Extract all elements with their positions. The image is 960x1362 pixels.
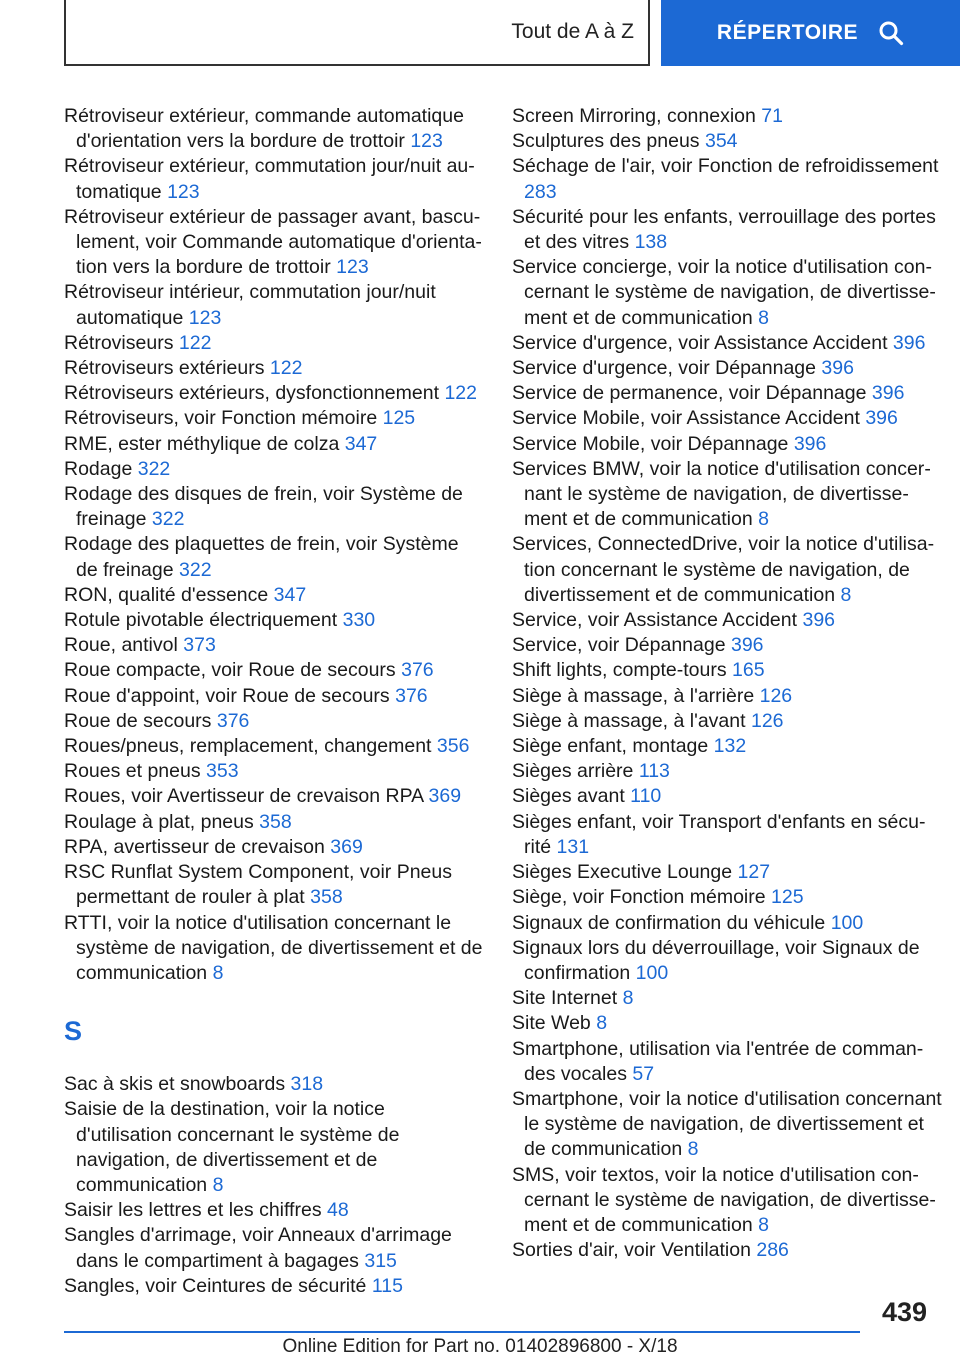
- index-page-link[interactable]: 100: [830, 911, 864, 934]
- index-list-r: [64, 104, 484, 986]
- index-entry: [64, 457, 484, 482]
- index-page-link[interactable]: 376: [216, 709, 250, 732]
- index-entry: [512, 1037, 942, 1087]
- index-entry: [64, 759, 484, 784]
- section-letter: S: [64, 1016, 83, 1047]
- index-entry-text: Screen Mirroring, connexion: [512, 105, 756, 127]
- index-page-link[interactable]: 315: [364, 1249, 397, 1272]
- index-entry: [512, 1163, 942, 1239]
- index-entry-text: Roues, voir Avertisseur de crevaison RPA: [64, 785, 424, 808]
- index-entry: [64, 810, 484, 835]
- index-entry-text: Rétroviseurs extérieurs, dysfonctionnement: [64, 382, 440, 405]
- index-page-link[interactable]: 369: [330, 835, 363, 858]
- index-entry-text: Shift lights, compte-tours: [512, 659, 727, 682]
- index-page-link[interactable]: 123: [410, 130, 443, 153]
- index-entry: [512, 684, 942, 709]
- index-entry-text: Rétroviseur extérieur, commande automatique d'orientation vers la bordure de trottoir: [64, 105, 464, 153]
- index-page-link[interactable]: 127: [737, 861, 771, 884]
- index-page-link[interactable]: 369: [428, 785, 462, 808]
- index-entry-text: Roues/pneus, remplacement, changement: [64, 735, 432, 758]
- index-page-link[interactable]: 322: [137, 457, 171, 480]
- index-page-link[interactable]: 57: [632, 1062, 655, 1085]
- index-entry: [64, 406, 484, 431]
- index-page-link[interactable]: 396: [892, 331, 926, 354]
- index-entry: [64, 205, 484, 281]
- index-entry: [64, 658, 484, 683]
- index-page-link[interactable]: 123: [336, 256, 369, 279]
- index-entry: [64, 583, 484, 608]
- index-entry: [64, 532, 484, 582]
- index-entry-text: Roue d'appoint, voir Roue de secours: [64, 684, 390, 707]
- index-entry-text: Sangles, voir Ceintures de sécurité: [64, 1274, 367, 1297]
- index-entry-text: Service d'urgence, voir Dépannage: [512, 357, 816, 380]
- index-entry: [64, 381, 484, 406]
- index-entry-text: Sécurité pour les enfants, verrouillage des portes et des vitres: [512, 205, 936, 254]
- index-entry: [512, 457, 942, 533]
- tab-repertoire-label: RÉPERTOIRE: [716, 21, 859, 44]
- index-entry: [64, 482, 484, 532]
- index-page-link[interactable]: 330: [342, 609, 376, 632]
- index-entry-text: Sièges arrière: [512, 760, 634, 783]
- index-entry-text: RME, ester méthylique de colza: [64, 432, 340, 455]
- index-entry-text: Siège, voir Fonction mémoire: [512, 886, 766, 909]
- index-entry: [512, 432, 942, 457]
- index-entry: [512, 104, 942, 129]
- index-page-link[interactable]: 48: [327, 1199, 349, 1222]
- index-entry: [64, 154, 484, 204]
- index-entry-text: RPA, avertisseur de crevaison: [64, 835, 325, 858]
- index-entry-text: Signaux lors du déverrouillage, voir Signaux de confirmation: [512, 936, 920, 984]
- index-page-link[interactable]: 358: [259, 810, 292, 833]
- index-page-link[interactable]: 123: [167, 180, 200, 203]
- page-number: 439: [881, 1297, 927, 1327]
- index-page-link[interactable]: 373: [183, 634, 216, 657]
- index-entry: [64, 608, 484, 633]
- index-entry: [512, 734, 942, 759]
- tab-repertoire[interactable]: [661, 0, 960, 66]
- index-entry-text: Rétroviseur extérieur, commutation jour/nuit automatique: [64, 155, 475, 203]
- index-page-link[interactable]: 100: [635, 961, 669, 984]
- index-entry-text: Service, voir Assistance Accident: [512, 609, 798, 632]
- search-icon[interactable]: [878, 20, 904, 46]
- index-entry-text: Roulage à plat, pneus: [64, 810, 254, 833]
- index-entry: [512, 154, 942, 204]
- index-page-link[interactable]: 8: [622, 987, 634, 1010]
- index-entry: [512, 810, 942, 860]
- index-page-link[interactable]: 8: [212, 961, 224, 984]
- index-entry: [64, 860, 484, 910]
- index-page-link[interactable]: 353: [206, 760, 239, 783]
- index-entry: [64, 1274, 484, 1299]
- index-page-link[interactable]: 347: [273, 583, 307, 606]
- index-entry-text: Service, voir Dépannage: [512, 634, 726, 657]
- index-entry-text: Sièges Executive Lounge: [512, 861, 733, 884]
- index-entry: [512, 406, 942, 431]
- index-page-link[interactable]: 396: [871, 382, 905, 405]
- index-entry-text: Siège enfant, montage: [512, 735, 709, 758]
- index-entry-text: Rodage des disques de frein, voir Système de freinage: [64, 483, 463, 531]
- index-page-link[interactable]: 131: [556, 835, 590, 858]
- index-page-link[interactable]: 8: [212, 1173, 224, 1196]
- index-entry-text: Services BMW, voir la notice d'utilisation concernant le système de navigation, de divertissement et de communication: [512, 457, 931, 531]
- index-entry-text: Service Mobile, voir Dépannage: [512, 432, 789, 455]
- index-entry-text: Siège à massage, à l'arrière: [512, 684, 755, 707]
- index-entry: [512, 255, 942, 331]
- index-entry: [512, 936, 942, 986]
- index-entry-text: Roue compacte, voir Roue de secours: [64, 659, 396, 682]
- index-entry: [512, 986, 942, 1011]
- index-column-right: [512, 104, 942, 1263]
- index-page-link[interactable]: 396: [730, 634, 764, 657]
- index-entry: [64, 709, 484, 734]
- index-page-link[interactable]: 126: [759, 684, 793, 707]
- index-entry-text: Sac à skis et snowboards: [64, 1073, 286, 1096]
- index-entry-text: Sièges avant: [512, 785, 625, 808]
- index-page-link[interactable]: 123: [188, 306, 222, 329]
- index-entry-text: Roue, antivol: [64, 634, 178, 657]
- index-entry: [64, 280, 484, 330]
- index-entry: [512, 658, 942, 683]
- index-entry-text: Service d'urgence, voir Assistance Accident: [512, 331, 888, 354]
- index-page-link[interactable]: 376: [395, 684, 428, 707]
- index-page-link[interactable]: 126: [750, 709, 784, 732]
- index-entry: [512, 129, 942, 154]
- index-entry-text: RSC Runflat System Component, voir Pneus permettant de rouler à plat: [64, 861, 453, 909]
- index-page-link[interactable]: 113: [638, 760, 670, 783]
- index-page-link[interactable]: 132: [713, 735, 747, 758]
- index-entry: [64, 835, 484, 860]
- index-entry-text: Rodage: [64, 457, 133, 480]
- index-entry-text: SMS, voir textos, voir la notice d'utilisation concernant le système de navigation, de divertissement et de communication: [512, 1163, 936, 1236]
- index-page-link[interactable]: 376: [401, 659, 434, 682]
- index-entry-text: Site Web: [512, 1012, 591, 1035]
- index-entry-text: Service de permanence, voir Dépannage: [512, 382, 867, 405]
- index-entry: [512, 784, 942, 809]
- index-entry: [64, 104, 484, 154]
- index-entry: [512, 759, 942, 784]
- index-page-link[interactable]: 354: [704, 130, 738, 153]
- index-entry: [512, 633, 942, 658]
- index-entry: [512, 532, 942, 608]
- footer-edition: Online Edition for Part no. 01402896800 - X/18: [282, 1336, 678, 1357]
- index-entry: [512, 709, 942, 734]
- index-page-link[interactable]: 115: [371, 1274, 403, 1297]
- index-page-link[interactable]: 322: [179, 558, 212, 581]
- index-page-link[interactable]: 318: [290, 1073, 324, 1096]
- index-entry-text: Sièges enfant, voir Transport d'enfants en sécurité: [512, 810, 926, 858]
- index-entry: [64, 684, 484, 709]
- index-page-link[interactable]: 71: [761, 105, 783, 127]
- index-entry: [512, 1238, 942, 1263]
- index-entry-text: Séchage de l'air, voir Fonction de refroidissement: [512, 155, 939, 178]
- index-entry-text: Rétroviseurs, voir Fonction mémoire: [64, 407, 378, 430]
- index-page-link[interactable]: 125: [771, 886, 804, 909]
- index-page-link[interactable]: 8: [758, 508, 769, 531]
- footer-divider: [64, 1331, 860, 1333]
- index-entry-text: Rodage des plaquettes de frein, voir Système de freinage: [64, 533, 459, 581]
- index-entry: [64, 1198, 484, 1223]
- index-entry-text: Sorties d'air, voir Ventilation: [512, 1239, 751, 1262]
- index-entry-text: Rotule pivotable électriquement: [64, 609, 338, 632]
- index-page-link[interactable]: 122: [178, 331, 212, 354]
- index-entry: [64, 911, 484, 987]
- index-page-link[interactable]: 8: [840, 583, 852, 606]
- index-entry: [64, 331, 484, 356]
- index-page-link[interactable]: 8: [687, 1138, 699, 1161]
- index-entry-text: Smartphone, utilisation via l'entrée de commandes vocales: [512, 1037, 924, 1085]
- index-page-link[interactable]: 8: [758, 306, 769, 329]
- index-entry: [64, 1097, 484, 1198]
- index-page-link[interactable]: 125: [382, 407, 416, 430]
- index-entry: [512, 885, 942, 910]
- index-page-link[interactable]: 110: [630, 785, 662, 808]
- index-page-link[interactable]: 122: [444, 382, 477, 405]
- index-page-link[interactable]: 322: [151, 508, 185, 531]
- index-entry-text: Smartphone, voir la notice d'utilisation concernant le système de navigation, de divertissement et de communication: [512, 1087, 942, 1161]
- index-entry: [512, 356, 942, 381]
- index-entry-text: Rétroviseurs: [64, 331, 174, 354]
- index-entry: [64, 734, 484, 759]
- index-page-link[interactable]: 396: [793, 432, 827, 455]
- index-entry: [64, 356, 484, 381]
- index-entry: [64, 1223, 484, 1273]
- index-entry-text: Site Internet: [512, 987, 618, 1010]
- index-entry-text: Rétroviseurs extérieurs: [64, 357, 265, 380]
- index-entry-text: Rétroviseur intérieur, commutation jour/nuit automatique: [64, 281, 436, 329]
- index-page-link[interactable]: 122: [269, 357, 303, 380]
- index-entry-text: Service concierge, voir la notice d'utilisation concernant le système de navigation, de divertissement et de communication: [512, 256, 936, 329]
- index-page-link[interactable]: 347: [344, 432, 378, 455]
- index-column-left: [64, 104, 484, 1299]
- index-entry-text: Signaux de confirmation du véhicule: [512, 911, 826, 934]
- index-entry-text: Saisie de la destination, voir la notice d'utilisation concernant le système de navigation, de divertissement et de communication: [64, 1098, 400, 1196]
- index-entry: [512, 1087, 942, 1163]
- tab-az-label: Tout de A à Z: [511, 20, 634, 43]
- index-entry: [512, 1011, 942, 1036]
- index-entry: [512, 911, 942, 936]
- index-page-link[interactable]: 8: [596, 1012, 608, 1035]
- index-entry-text: RTTI, voir la notice d'utilisation concernant le système de navigation, de divertissement et de communication: [64, 911, 483, 984]
- index-entry-text: Services, ConnectedDrive, voir la notice d'utilisation concernant le système de navigation, de divertissement et de communication: [512, 533, 935, 606]
- index-entry: [512, 205, 942, 255]
- index-entry-text: Roue de secours: [64, 709, 212, 732]
- index-entry-text: Sculptures des pneus: [512, 130, 700, 153]
- index-page-link[interactable]: 356: [436, 735, 470, 758]
- index-page-link[interactable]: 396: [821, 357, 854, 380]
- index-list-s-continued: [512, 104, 942, 1263]
- index-entry: [512, 381, 942, 406]
- index-page-link[interactable]: 358: [310, 886, 343, 909]
- index-list-s: [64, 1072, 484, 1299]
- index-entry: [512, 331, 942, 356]
- index-entry: [64, 784, 484, 809]
- index-entry-text: Rétroviseur extérieur de passager avant, basculement, voir Commande automatique d'orientation vers la bordure de trottoir: [64, 205, 482, 279]
- tab-tout-de-a-a-z[interactable]: [64, 0, 650, 66]
- index-entry-text: Siège à massage, à l'avant: [512, 709, 746, 732]
- index-page-link[interactable]: 283: [524, 180, 557, 203]
- index-entry: [64, 633, 484, 658]
- index-page-link[interactable]: 138: [634, 231, 668, 254]
- index-page-link[interactable]: 396: [802, 609, 836, 632]
- index-entry-text: Service Mobile, voir Assistance Accident: [512, 407, 860, 430]
- index-entry: [64, 432, 484, 457]
- index-entry-text: Sangles d'arrimage, voir Anneaux d'arrimage dans le compartiment à bagages: [64, 1224, 452, 1272]
- index-entry: [512, 608, 942, 633]
- index-entry-text: RON, qualité d'essence: [64, 583, 269, 606]
- index-page-link[interactable]: 286: [756, 1239, 789, 1262]
- index-page-link[interactable]: 165: [732, 659, 765, 682]
- index-entry: [512, 860, 942, 885]
- index-page-link[interactable]: 396: [865, 407, 898, 430]
- index-entry: [64, 1072, 484, 1097]
- index-entry-text: Roues et pneus: [64, 760, 201, 783]
- index-entry-text: Saisir les lettres et les chiffres: [64, 1199, 322, 1222]
- index-page-link[interactable]: 8: [758, 1213, 769, 1236]
